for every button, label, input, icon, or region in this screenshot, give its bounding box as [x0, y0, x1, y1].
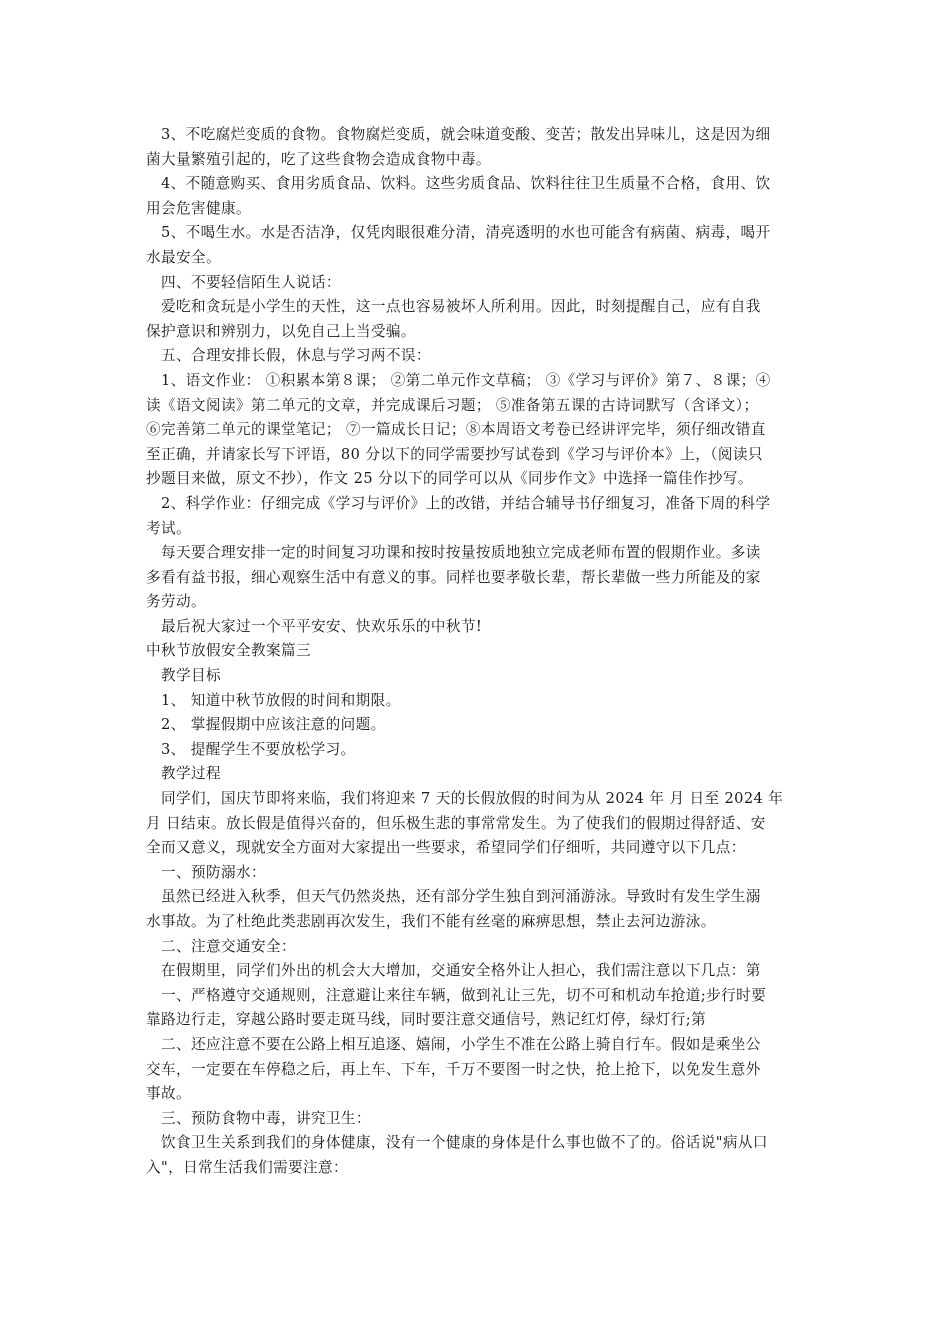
text-line: 中秋节放假安全教案篇三	[146, 642, 311, 660]
document-body	[146, 123, 810, 1181]
text-line: 考试。	[146, 519, 191, 537]
text-line: 交车，一定要在车停稳之后，再上车、下车，千万不要图一时之快，抢上抢下，以免发生意外	[146, 1060, 761, 1078]
text-line: 在假期里，同学们外出的机会大大增加，交通安全格外让人担心，我们需注意以下几点：第	[161, 962, 761, 980]
text-line: 同学们，国庆节即将来临，我们将迎来 7 天的长假放假的时间为从 2024 年 月 日至 2024 年	[161, 790, 784, 808]
text-line: 1、 知道中秋节放假的时间和期限。	[161, 691, 401, 709]
text-line: 4、不随意购买、食用劣质食品、饮料。这些劣质食品、饮料往往卫生质量不合格，食用、饮	[161, 175, 771, 193]
text-line: 四、不要轻信陌生人说话：	[161, 273, 341, 291]
text-line: 一、严格遵守交通规则，注意避让来往车辆，做到礼让三先，切不可和机动车抢道;步行时要	[161, 986, 767, 1004]
text-line: 全而又意义，现就安全方面对大家提出一些要求，希望同学们仔细听，共同遵守以下几点：	[146, 839, 746, 857]
text-line: 3、 提醒学生不要放松学习。	[161, 740, 356, 758]
text-line: 水最安全。	[146, 248, 221, 266]
text-line: 每天要合理安排一定的时间复习功课和按时按量按质地独立完成老师布置的假期作业。多读	[161, 544, 761, 562]
text-line: 靠路边行走，穿越公路时要走斑马线，同时要注意交通信号，熟记红灯停，绿灯行;第	[146, 1011, 707, 1029]
text-line: 3、不吃腐烂变质的食物。食物腐烂变质，就会味道变酸、变苦；散发出异味儿，这是因为细	[161, 126, 771, 143]
text-line: 最后祝大家过一个平平安安、快欢乐乐的中秋节!	[161, 617, 483, 635]
text-line: 菌大量繁殖引起的，吃了这些食物会造成食物中毒。	[146, 150, 491, 168]
text-line: 饮食卫生关系到我们的身体健康，没有一个健康的身体是什么事也做不了的。俗话说"病从口	[161, 1134, 768, 1152]
text-line: 5、不喝生水。水是否洁净，仅凭肉眼很难分清，清亮透明的水也可能含有病菌、病毒，喝开	[161, 224, 771, 242]
text-line: 事故。	[146, 1085, 191, 1103]
text-line: 教学过程	[161, 765, 221, 783]
text-line: 水事故。为了杜绝此类悲剧再次发生，我们不能有丝毫的麻痹思想，禁止去河边游泳。	[146, 913, 716, 930]
text-line: 二、还应注意不要在公路上相互追逐、嬉闹，小学生不准在公路上骑自行车。假如是乘坐公	[161, 1035, 761, 1053]
text-line: ⑥完善第二单元的课堂笔记； ⑦一篇成长日记；⑧本周语文考卷已经讲评完毕，须仔细改错直	[146, 421, 766, 439]
text-line: 二、注意交通安全：	[161, 937, 296, 955]
text-line: 教学目标	[161, 667, 221, 685]
text-line: 一、预防溺水：	[161, 863, 266, 881]
text-line: 三、预防食物中毒，讲究卫生：	[161, 1109, 371, 1127]
text-line: 爱吃和贪玩是小学生的天性，这一点也容易被坏人所利用。因此，时刻提醒自己，应有自我	[161, 298, 761, 316]
text-line: 1、语文作业： ①积累本第８课； ②第二单元作文草稿； ③《学习与评价》第７、８课；④	[161, 371, 771, 389]
text-line: 至正确，并请家长写下评语，80 分以下的同学需要抄写试卷到《学习与评价本》上，（阅读只	[146, 445, 763, 463]
text-line: 多看有益书报，细心观察生活中有意义的事。同样也要孝敬长辈，帮长辈做一些力所能及的家	[146, 568, 761, 586]
text-line: 读《语文阅读》第二单元的文章，并完成课后习题； ⑤准备第五课的古诗词默写（含译文）；	[146, 396, 759, 414]
text-line: 抄题目来做，原文不抄），作文 25 分以下的同学可以从《同步作文》中选择一篇佳作抄写。	[146, 470, 753, 488]
text-line: 五、合理安排长假，休息与学习两不误：	[161, 347, 431, 365]
text-line: 月 日结束。放长假是值得兴奋的，但乐极生悲的事常常发生。为了使我们的假期过得舒适、安	[146, 814, 766, 832]
text-line: 务劳动。	[146, 593, 206, 611]
text-line: 2、 掌握假期中应该注意的问题。	[161, 716, 386, 734]
text-line: 入"，日常生活我们需要注意：	[146, 1158, 349, 1176]
text-line: 虽然已经进入秋季，但天气仍然炎热，还有部分学生独自到河涌游泳。导致时有发生学生溺	[161, 888, 761, 906]
text-line: 保护意识和辨别力，以免自己上当受骗。	[146, 322, 416, 340]
text-line: 2、科学作业：仔细完成《学习与评价》上的改错，并结合辅导书仔细复习，准备下周的科学	[161, 494, 771, 512]
text-line: 用会危害健康。	[146, 199, 251, 217]
